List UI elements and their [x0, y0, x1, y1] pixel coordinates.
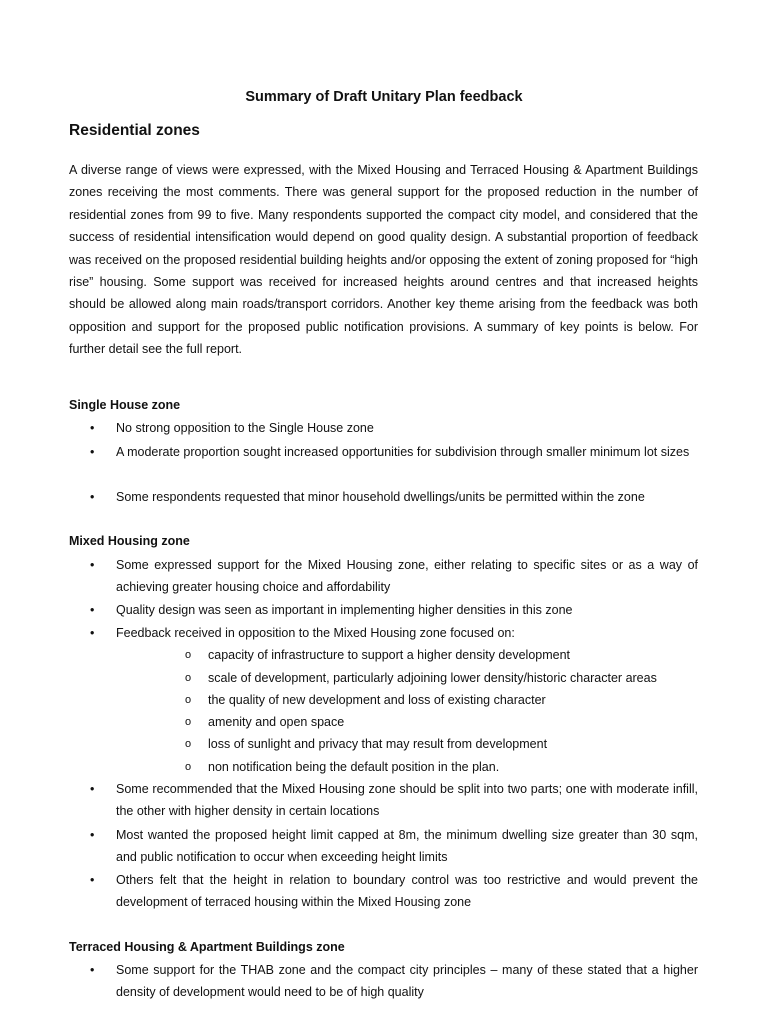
- section-heading: Residential zones: [69, 122, 200, 139]
- sub-bullet-glyph: o: [185, 761, 192, 773]
- bullet-glyph: •: [90, 603, 95, 617]
- mixed-housing-sub-bullet: scale of development, particularly adjoining lower density/historic character areas: [208, 671, 657, 685]
- mixed-housing-sub-bullet: amenity and open space: [208, 715, 345, 729]
- bullet-glyph: •: [90, 490, 95, 504]
- mixed-housing-sub-bullet: the quality of new development and loss of existing character: [208, 693, 546, 707]
- mixed-housing-bullet: Some recommended that the Mixed Housing zone should be split into two parts; one with moderate infill, the other with higher density in certain locations: [116, 782, 698, 819]
- mixed-housing-sub-bullet: non notification being the default position in the plan.: [208, 760, 500, 774]
- document-title: Summary of Draft Unitary Plan feedback: [245, 89, 523, 105]
- mixed-housing-bullet: Some expressed support for the Mixed Housing zone, either relating to specific sites or as a way of achieving greater housing choice and affordability: [116, 558, 698, 595]
- bullet-glyph: •: [90, 782, 95, 796]
- single-house-heading: Single House zone: [69, 398, 181, 412]
- bullet-glyph: •: [90, 828, 95, 842]
- bullet-glyph: •: [90, 445, 95, 459]
- mixed-housing-sub-bullet: loss of sunlight and privacy that may result from development: [208, 737, 548, 751]
- sub-bullet-glyph: o: [185, 716, 192, 728]
- bullet-glyph: •: [90, 558, 95, 572]
- sub-bullet-glyph: o: [185, 649, 192, 661]
- bullet-glyph: •: [90, 873, 95, 887]
- bullet-glyph: •: [90, 963, 95, 977]
- bullet-glyph: •: [90, 626, 95, 640]
- mixed-housing-bullet: Most wanted the proposed height limit capped at 8m, the minimum dwelling size greater than 30 sqm, and public notification to occur when exceeding height limits: [116, 828, 698, 865]
- mixed-housing-bullet: Quality design was seen as important in implementing higher densities in this zone: [116, 603, 573, 617]
- single-house-bullet: No strong opposition to the Single House zone: [116, 421, 374, 435]
- thab-heading: Terraced Housing & Apartment Buildings zone: [69, 940, 345, 954]
- mixed-housing-heading: Mixed Housing zone: [69, 534, 190, 548]
- sub-bullet-glyph: o: [185, 672, 192, 684]
- mixed-housing-bullet: Feedback received in opposition to the Mixed Housing zone focused on:: [116, 626, 515, 640]
- mixed-housing-sub-bullet: capacity of infrastructure to support a higher density development: [208, 648, 571, 662]
- bullet-glyph: •: [90, 421, 95, 435]
- single-house-bullet: Some respondents requested that minor household dwellings/units be permitted within the zone: [116, 490, 645, 504]
- mixed-housing-bullet: Others felt that the height in relation to boundary control was too restrictive and would prevent the development of terraced housing within the Mixed Housing zone: [116, 873, 698, 910]
- intro-paragraph: A diverse range of views were expressed, with the Mixed Housing and Terraced Housing & Apartment Buildings zones receiving the most comments. There was general support for the proposed reduction in the number of residential zones from 99 to five. Many respondents supported the compact city model, and considered that the success of residential intensification would depend on good quality design. A substantial proportion of feedback was received on the proposed residential building heights and/or opposing the extent of zoning proposed for “high rise” housing. Some support was received for increased heights around centres and that increased heights should be allowed along main roads/transport corridors. Another key theme arising from the feedback was both opposition and support for the proposed public notification provisions. A summary of key points is below. For further detail see the full report.: [69, 163, 698, 357]
- sub-bullet-glyph: o: [185, 694, 192, 706]
- sub-bullet-glyph: o: [185, 738, 192, 750]
- single-house-bullet: A moderate proportion sought increased opportunities for subdivision through smaller minimum lot sizes: [116, 445, 690, 459]
- thab-bullet: Some support for the THAB zone and the compact city principles – many of these stated that a higher density of development would need to be of high quality: [116, 963, 698, 1000]
